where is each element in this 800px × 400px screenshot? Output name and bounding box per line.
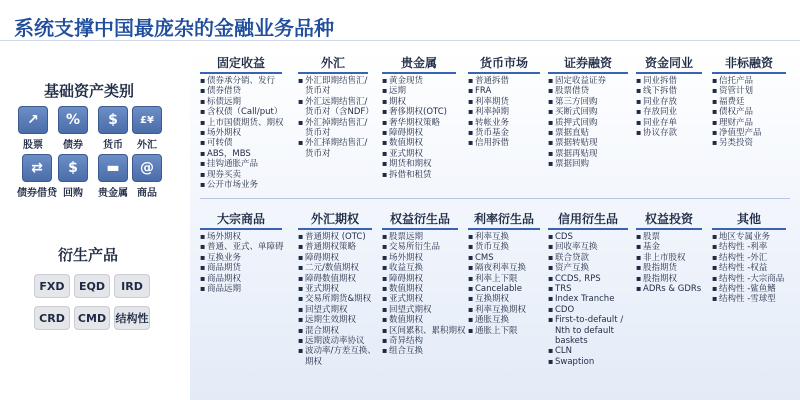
list-item: ▪ 数值期权 <box>382 315 466 325</box>
list-item: ▪ 第三方回购 <box>548 97 630 107</box>
list-item: ▪ 普通期权策略 <box>298 242 380 252</box>
column-header-commodities: 大宗商品 <box>200 212 282 230</box>
asset-label-repo: 回购 <box>63 188 83 199</box>
derivative-tile-crd: CRD <box>34 306 70 330</box>
column-list-commodities <box>200 232 296 294</box>
list-item: ▪ 固定收益证券 <box>548 76 630 86</box>
list-item: ▪ 债权产品 <box>712 107 792 117</box>
list-item: ▪ 信用拆借 <box>468 138 546 148</box>
list-item: ▪ 票据直贴 <box>548 128 630 138</box>
row-separator <box>200 198 790 199</box>
list-item: ▪ 障碍期权 <box>382 274 466 284</box>
list-item: ▪ 结构性 -大宗商品 <box>712 274 796 284</box>
column-header-credit-derivatives: 信用衍生品 <box>548 212 628 230</box>
list-item: ▪ 奢华期权策略 <box>382 118 466 128</box>
column-list-fx <box>298 76 372 159</box>
list-item: ▪ 股票 <box>636 232 706 242</box>
list-item: ▪ ABS，MBS <box>200 149 294 159</box>
dollar-doc-icon: $ <box>58 154 88 182</box>
list-item: ▪ 同业拆借 <box>636 76 704 86</box>
derivative-tile-structured: 结构性 <box>114 306 150 330</box>
derivative-tile-ird: IRD <box>114 274 150 298</box>
at-sign-icon: @ <box>132 154 162 182</box>
list-item: ▪ 障碍期权 <box>382 128 466 138</box>
list-item: ▪ TRS <box>548 284 632 294</box>
list-item: ▪ 上市国债期货、期权 <box>200 118 294 128</box>
list-item: ▪ 线下拆借 <box>636 86 704 96</box>
list-item: ▪ 利率互换期权 <box>468 305 546 315</box>
derivative-tile-fxd: FXD <box>34 274 70 298</box>
list-item: ▪ 含权债（Call/put） <box>200 107 294 117</box>
column-list-non-standard <box>712 76 792 149</box>
list-item: ▪ 收益互换 <box>382 263 466 273</box>
column-header-fx: 外汇 <box>298 56 368 74</box>
list-item: ▪ 结构性 -鲨鱼鳍 <box>712 284 796 294</box>
list-item: ▪ 亚式期权 <box>382 149 466 159</box>
list-item: ▪ 利率掉期 <box>468 107 546 117</box>
list-item: ▪ 数值期权 <box>382 138 466 148</box>
list-item: ▪ 场外期权 <box>200 128 294 138</box>
list-item: ▪ 通胀上下限 <box>468 326 546 336</box>
list-item: ▪ 利率互换 <box>468 232 546 242</box>
column-list-interbank <box>636 76 704 138</box>
list-item: ▪ 回望式期权 <box>298 305 380 315</box>
derivative-tile-eqd: EQD <box>74 274 110 298</box>
list-item: ▪ 互换期权 <box>468 294 546 304</box>
list-item: ▪ 组合互换 <box>382 346 466 356</box>
column-list-equity-derivatives <box>382 232 466 357</box>
list-item: ▪ 远期波动率协议 <box>298 336 380 346</box>
list-item: ▪ 同业存放 <box>636 97 704 107</box>
list-item: ▪ 交易所期货&期权 <box>298 294 380 304</box>
list-item: ▪ 场外期权 <box>382 253 466 263</box>
list-item: ▪ 利率期货 <box>468 97 546 107</box>
column-list-precious-metal <box>382 76 466 180</box>
list-item: ▪ 现券买卖 <box>200 170 294 180</box>
list-item: ▪ 商品远期 <box>200 284 296 294</box>
list-item: ▪ 另类投资 <box>712 138 792 148</box>
list-item: ▪ 转帐业务 <box>468 118 546 128</box>
list-item: ▪ CCDS, RPS <box>548 274 632 284</box>
list-item: ▪ 股指期权 <box>636 274 706 284</box>
list-item: ▪ 联合贷款 <box>548 253 632 263</box>
list-item: ▪ 存放同业 <box>636 107 704 117</box>
left-panel <box>0 44 180 400</box>
asset-label-bond: 债券 <box>63 140 83 151</box>
list-item: ▪ 数值期权 <box>382 284 466 294</box>
list-item: ▪ CDS <box>548 232 632 242</box>
list-item: ▪ Index Tranche <box>548 294 632 304</box>
list-item: ▪ 股票借贷 <box>548 86 630 96</box>
list-item: ▪ 非上市股权 <box>636 253 706 263</box>
list-item: ▪ 混合期权 <box>298 326 380 336</box>
column-header-securities-financing: 证券融资 <box>548 56 628 74</box>
list-item: ▪ 资产互换 <box>548 263 632 273</box>
column-list-money-market <box>468 76 546 149</box>
list-item: ▪ 奇异结构 <box>382 336 466 346</box>
column-list-securities-financing <box>548 76 630 170</box>
column-header-equity-derivatives: 权益衍生品 <box>382 212 458 230</box>
list-item: ▪ 基金 <box>636 242 706 252</box>
list-item: ▪ 期权 <box>382 97 466 107</box>
list-item: ▪ 股票远期 <box>382 232 466 242</box>
column-header-other: 其他 <box>712 212 786 230</box>
list-item: ▪ 结构性 -权益 <box>712 263 796 273</box>
list-item: ▪ 区间累积、累积期权 <box>382 326 466 336</box>
list-item: ▪ 买断式回购 <box>548 107 630 117</box>
list-item: ▪ 回望式期权 <box>382 305 466 315</box>
list-item: ▪ 货币基金 <box>468 128 546 138</box>
derivative-tile-cmd: CMD <box>74 306 110 330</box>
column-header-fixed-income: 固定收益 <box>200 56 282 74</box>
gold-bars-icon: ▬ <box>98 154 128 182</box>
list-item: ▪ 同业存单 <box>636 118 704 128</box>
list-item: ▪ 标债远期 <box>200 97 294 107</box>
column-header-rate-derivatives: 利率衍生品 <box>468 212 540 230</box>
list-item: ▪ 二元/数值期权 <box>298 263 380 273</box>
list-item: ▪ CDO <box>548 305 632 315</box>
column-list-other <box>712 232 796 305</box>
list-item: ▪ 期货和期权 <box>382 159 466 169</box>
dollar-coin-icon: $ <box>98 106 128 134</box>
list-item: ▪ 质押式回购 <box>548 118 630 128</box>
title-divider <box>0 40 800 41</box>
list-item: ▪ 票据转贴现 <box>548 138 630 148</box>
column-list-fixed-income <box>200 76 294 190</box>
list-item: ▪ 协议存款 <box>636 128 704 138</box>
list-item: ▪ 回收率互换 <box>548 242 632 252</box>
list-item: ▪ ADRs & GDRs <box>636 284 706 294</box>
list-item: ▪ FRA <box>468 86 546 96</box>
list-item: ▪ 地区专属业务 <box>712 232 796 242</box>
column-header-fx-options: 外汇期权 <box>298 212 372 230</box>
list-item: ▪ 远期生效期权 <box>298 315 380 325</box>
list-item: ▪ 结构性 -外汇 <box>712 253 796 263</box>
list-item: ▪ 普通期权 (OTC) <box>298 232 380 242</box>
list-item: ▪ 信托产品 <box>712 76 792 86</box>
list-item: ▪ 外汇远期结售汇/货币对（含NDF） <box>298 97 372 118</box>
list-item: ▪ 障碍数值期权 <box>298 274 380 284</box>
list-item: ▪ 波动率/方差互换、期权 <box>298 346 380 367</box>
column-header-equity-investment: 权益投资 <box>636 212 702 230</box>
list-item: ▪ 福费廷 <box>712 97 792 107</box>
list-item: ▪ 股指期货 <box>636 263 706 273</box>
list-item: ▪ 净值型产品 <box>712 128 792 138</box>
list-item: ▪ 商品期权 <box>200 274 296 284</box>
list-item: ▪ 结构性 -雪球型 <box>712 294 796 304</box>
list-item: ▪ 障碍期权 <box>298 253 380 263</box>
asset-label-currency: 货币 <box>103 140 123 151</box>
list-item: ▪ 通胀互换 <box>468 315 546 325</box>
derivatives-heading: 衍生产品 <box>58 246 119 264</box>
column-list-credit-derivatives <box>548 232 632 367</box>
list-item: ▪ 债券借贷 <box>200 86 294 96</box>
asset-label-bond-lending: 债券借贷 <box>17 188 57 199</box>
list-item: ▪ 结构性 -利率 <box>712 242 796 252</box>
list-item: ▪ 公开市场业务 <box>200 180 294 190</box>
list-item: ▪ 商品期货 <box>200 263 296 273</box>
list-item: ▪ 普通、亚式、单障碍 <box>200 242 296 252</box>
column-header-precious-metal: 贵金属 <box>382 56 456 74</box>
column-list-fx-options <box>298 232 380 367</box>
list-item: ▪ 挂钩通胀产品 <box>200 159 294 169</box>
list-item: ▪ 资管计划 <box>712 86 792 96</box>
exchange-arrows-icon: ⇄ <box>22 154 52 182</box>
list-item: ▪ 理财产品 <box>712 118 792 128</box>
list-item: ▪ 票据回购 <box>548 159 630 169</box>
list-item: ▪ 隔夜利率互换 <box>468 263 546 273</box>
list-item: ▪ 黄金现货 <box>382 76 466 86</box>
page-title: 系统支撑中国最庞杂的金融业务品种 <box>14 16 334 40</box>
list-item: ▪ CLN <box>548 346 632 356</box>
column-header-money-market: 货币市场 <box>468 56 540 74</box>
asset-label-precious-metal: 贵金属 <box>98 188 128 199</box>
list-item: ▪ First-to-default / Nth to default baskets <box>548 315 632 346</box>
list-item: ▪ 外汇择期结售汇/货币对 <box>298 138 372 159</box>
list-item: ▪ 外汇即期结售汇/货币对 <box>298 76 372 97</box>
list-item: ▪ 亚式期权 <box>382 294 466 304</box>
column-header-interbank: 资金同业 <box>636 56 702 74</box>
percent-icon: % <box>58 106 88 134</box>
basic-assets-heading: 基础资产类别 <box>44 82 135 100</box>
list-item: ▪ 外汇掉期结售汇/货币对 <box>298 118 372 139</box>
chart-up-icon: ↗ <box>18 106 48 134</box>
list-item: ▪ 奢侈期权(OTC) <box>382 107 466 117</box>
list-item: ▪ CMS <box>468 253 546 263</box>
list-item: ▪ 交易所衍生品 <box>382 242 466 252</box>
asset-label-stock: 股票 <box>23 140 43 151</box>
list-item: ▪ 普通拆借 <box>468 76 546 86</box>
column-list-equity-investment <box>636 232 706 294</box>
list-item: ▪ 场外期权 <box>200 232 296 242</box>
list-item: ▪ 远期 <box>382 86 466 96</box>
list-item: ▪ 货币互换 <box>468 242 546 252</box>
column-list-rate-derivatives <box>468 232 546 336</box>
asset-label-commodity: 商品 <box>137 188 157 199</box>
list-item: ▪ 利率上下限 <box>468 274 546 284</box>
list-item: ▪ 票据再贴现 <box>548 149 630 159</box>
asset-label-fx: 外汇 <box>137 140 157 151</box>
list-item: ▪ Swaption <box>548 357 632 367</box>
list-item: ▪ 互换业务 <box>200 253 296 263</box>
list-item: ▪ 可转债 <box>200 138 294 148</box>
currency-exchange-icon: £¥ <box>132 106 162 134</box>
list-item: ▪ 亚式期权 <box>298 284 380 294</box>
list-item: ▪ 债券承分销、发行 <box>200 76 294 86</box>
column-header-non-standard: 非标融资 <box>712 56 786 74</box>
list-item: ▪ 拆借和租赁 <box>382 170 466 180</box>
list-item: ▪ Cancelable <box>468 284 546 294</box>
